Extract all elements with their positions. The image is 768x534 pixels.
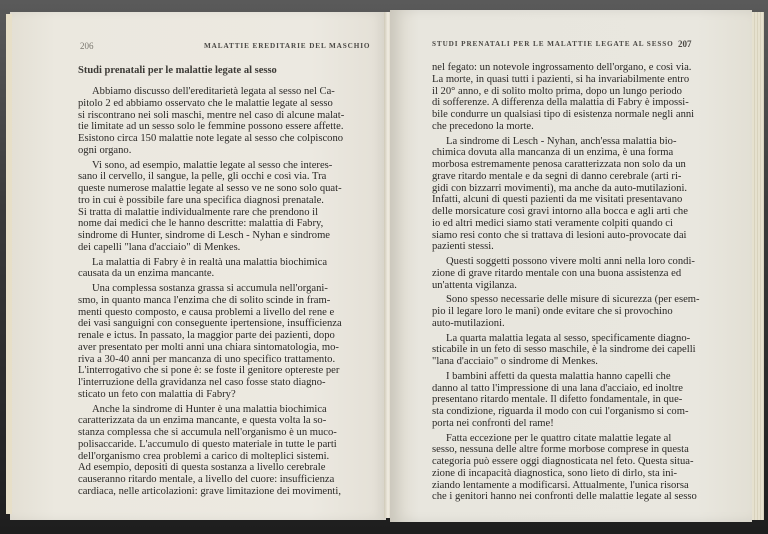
text-line: aver presentato per molti anni una chiara sintomatologia, mo-: [78, 341, 339, 353]
text-line: menti questo composto, e causa problemi a livello del rene e: [78, 306, 335, 318]
text-line: danno al tatto l'impressione di una lana d'acciaio, ed inoltre: [432, 382, 683, 394]
open-book: [8, 8, 763, 526]
text-line: La malattia di Fabry è in realtà una malattia biochimica: [92, 256, 328, 268]
text-line: un'attenta vigilanza.: [432, 279, 517, 291]
body-text: [432, 62, 707, 503]
text-line: pio il legare loro le mani) onde evitare che si provochino: [432, 306, 673, 317]
text-line: pitolo 2 ed abbiamo osservato che le malattie legate al sesso: [78, 97, 333, 109]
page-edge: [6, 14, 12, 514]
text-line: bile condurre un qualsiasi tipo di esistenza normale negli anni: [432, 109, 695, 120]
text-line: zione di incapacità diagnostica, sono lieto di dirlo, sta ini-: [432, 467, 678, 479]
section-title: Studi prenatali per le malattie legate al sesso: [78, 65, 277, 76]
text-line: gidi con bizzarri movimenti), ma anche da auto-mutilazioni.: [432, 182, 688, 194]
left-page: [10, 12, 386, 520]
right-page: [390, 10, 752, 522]
text-line: sticabile in un feto di sesso maschile, è la sindrome dei capelli: [432, 344, 696, 356]
text-line: auto-mutilazioni.: [432, 317, 505, 329]
page-number: 206: [80, 41, 94, 51]
text-line: io ed altri medici siamo stati veramente colpiti quando ci: [432, 217, 673, 229]
text-line: grave ritardo mentale e da segni di danno cerebrale (arti ri-: [432, 170, 682, 182]
text-line: causeranno ritardo mentale, a livello del cuore: insufficienza: [78, 474, 335, 485]
text-line: dell'organismo crea problemi a carico di molteplici sistemi.: [78, 450, 330, 462]
text-line: L'interrogativo che si pone è: se foste il genitore optereste per: [78, 365, 340, 377]
text-line: nel fegato: un notevole ingrossamento dell'organo, e così via.: [432, 62, 692, 73]
text-line: tro in cui è possibile fare una specifica diagnosi prenatale.: [78, 194, 324, 206]
text-line: caratterizzata da un enzima mancante, e questa volta la so-: [78, 415, 327, 427]
text-line: sano il cervello, il sangue, la pelle, gli occhi e così via. Tra: [78, 171, 327, 183]
page-edges: [752, 12, 764, 520]
text-line: il 20° anno, e di solito molto prima, dopo un lungo periodo: [432, 85, 682, 97]
text-line: Anche la sindrome di Hunter è una malattia biochimica: [92, 403, 327, 415]
running-head: STUDI PRENATALI PER LE MALATTIE LEGATE AL SESSO: [432, 40, 674, 48]
text-line: nome dai medici che le hanno descritte: malattia di Fabry,: [78, 218, 324, 230]
text-line: porta nei confronti del rame!: [432, 417, 554, 429]
text-line: Ad esempio, depositi di questa sostanza a livello cerebrale: [78, 462, 326, 474]
text-line: morbosa estremamente penosa caratterizzata non solo da un: [432, 159, 686, 170]
text-line: ziando lentamente a modificarsi. Attualmente, l'unica risorsa: [432, 479, 689, 491]
text-line: dei vasi sanguigni con conseguente ipertensione, insufficienza: [78, 318, 342, 330]
text-line: La sindrome di Lesch - Nyhan, anch'essa malattia bio-: [446, 135, 677, 147]
text-line: riva a 30-40 anni per mancanza di uno specifico trattamento.: [78, 353, 336, 365]
text-line: sticato un feto con malattia di Fabry?: [78, 388, 236, 400]
text-line: sta condizione, riguarda il modo con cui l'organismo si com-: [432, 406, 689, 417]
text-line: sindrome di Hunter, sindrome di Lesch - Nyhan e sindrome: [78, 230, 331, 241]
text-line: che precedono la morte.: [432, 120, 534, 132]
text-line: sesso, nessuna delle altre forme morbose comprese in questa: [432, 444, 689, 456]
text-line: pazienti stessi.: [432, 241, 494, 253]
text-line: Fatta eccezione per le quattro citate malattie legate al: [446, 432, 672, 444]
text-line: polisaccaride. L'accumulo di questo materiale in tutte le parti: [78, 438, 337, 450]
text-line: La morte, in quasi tutti i pazienti, si ha invariabilmente entro: [432, 73, 690, 85]
text-line: Esistono circa 150 malattie note legate al sesso che colpiscono: [78, 133, 344, 144]
text-line: Questi soggetti possono vivere molti anni nella loro condi-: [446, 256, 695, 267]
text-line: Abbiamo discusso dell'ereditarietà legata al sesso nel Ca-: [92, 86, 335, 97]
text-line: La quarta malattia legata al sesso, specificamente diagno-: [446, 332, 691, 344]
page-number: 207: [678, 39, 692, 49]
text-line: queste numerose malattie legate al sesso ve ne sono solo quat-: [78, 183, 342, 194]
text-line: tie limitate ad un sesso solo le femmine possono essere affette.: [78, 121, 344, 133]
text-line: siamo resi conto che si trattava di lesioni auto-provocate dai: [432, 229, 687, 241]
text-line: Vi sono, ad esempio, malattie legate al sesso che interes-: [92, 159, 333, 171]
text-line: Sono spesso necessarie delle misure di sicurezza (per esem-: [446, 294, 700, 306]
text-line: smo, in quanto manca l'enzima che di solito scinde in fram-: [78, 294, 331, 306]
text-line: "lana d'acciaio" o sindrome di Menkes.: [432, 356, 598, 367]
text-line: presentano ritardo mentale. Il difetto fondamentale, in que-: [432, 394, 683, 406]
text-line: categoria può essere oggi diagnosticata nel feto. Questa situa-: [432, 456, 694, 467]
text-line: cardiaca, nelle articolazioni: grave limitazione dei movimenti,: [78, 485, 341, 497]
text-line: delle morsicature così gravi intorno alla bocca e agli arti che: [432, 206, 688, 217]
text-line: si riscontrano nei soli maschi, mentre nel caso di alcune malat-: [78, 109, 345, 121]
text-line: Si tratta di malattie individualmente rare che prendono il: [78, 206, 319, 218]
text-line: Infatti, alcuni di questi pazienti da me visitati presentavano: [432, 194, 683, 206]
text-line: stanza complessa che si accumula nell'organismo è un muco-: [78, 427, 337, 438]
text-line: causata da un enzima mancante.: [78, 268, 215, 280]
text-line: chimica dovuta alla mancanza di un enzima, è una forma: [432, 147, 674, 159]
text-line: che i genitori hanno nei confronti delle malattie legate al sesso: [432, 491, 697, 503]
running-head: MALATTIE EREDITARIE DEL MASCHIO: [204, 42, 371, 50]
text-line: Una complessa sostanza grassa si accumula nell'organi-: [92, 283, 328, 294]
text-line: renale e ictus. In passato, la maggior parte dei pazienti, dopo: [78, 330, 335, 341]
text-line: ogni organo.: [78, 144, 132, 156]
text-line: dei capelli "lana d'acciaio" di Menkes.: [78, 241, 241, 253]
text-line: I bambini affetti da questa malattia hanno capelli che: [446, 370, 671, 382]
text-line: zione di grave ritardo mentale con una buona assistenza ed: [432, 267, 682, 279]
body-text: [78, 86, 344, 498]
text-line: l'interruzione della gravidanza nel caso fosse stato diagno-: [78, 377, 326, 388]
text-line: di sofferenze. A differenza della malattia di Fabry è impossi-: [432, 97, 689, 109]
